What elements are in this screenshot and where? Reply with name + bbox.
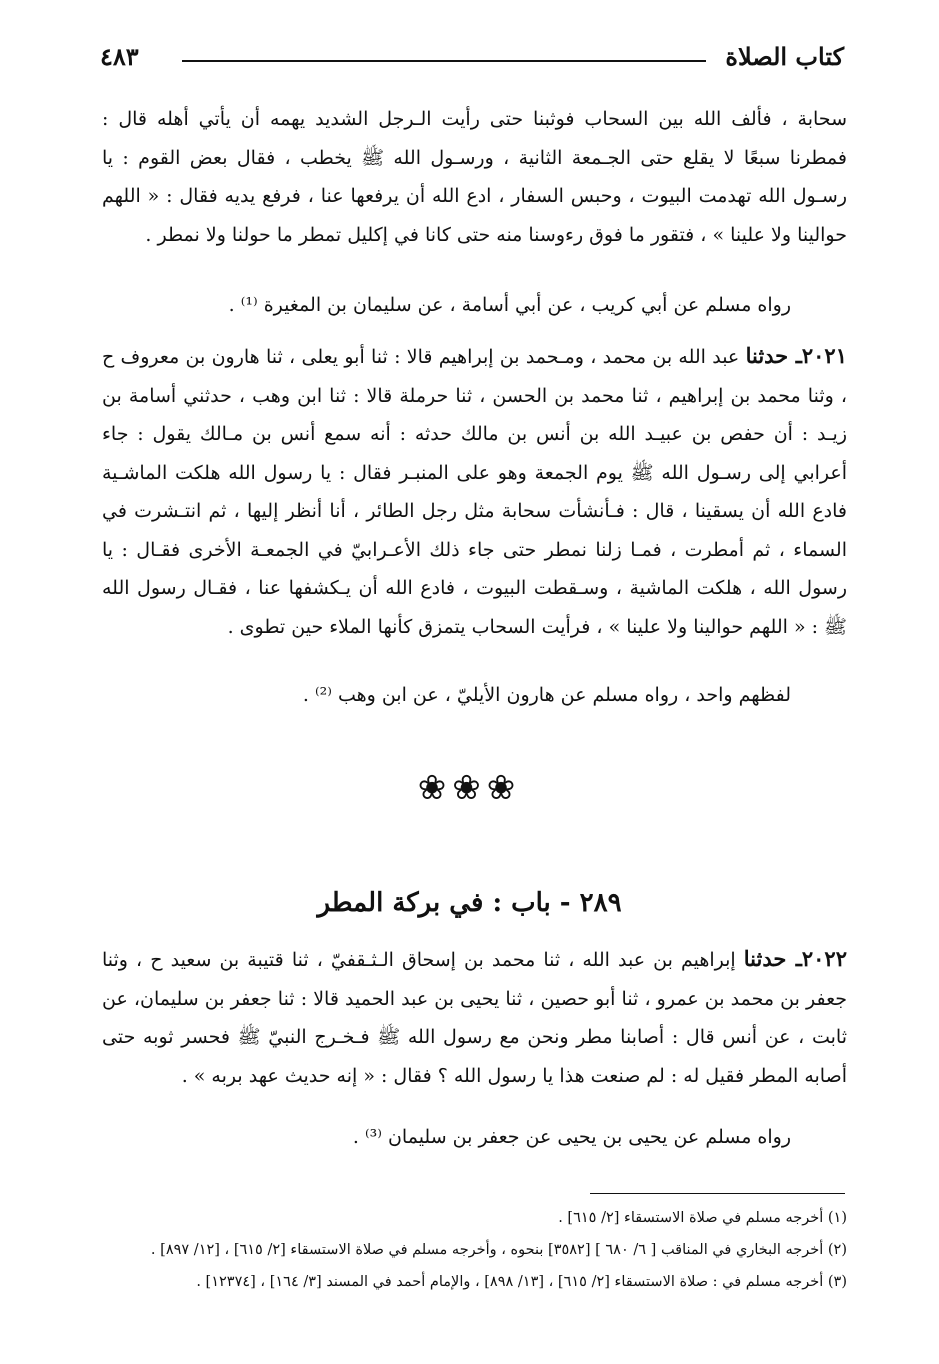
hadith-2022-label: ٢٠٢٢ـ حدثنا xyxy=(743,946,847,971)
running-head xyxy=(100,38,844,78)
chapter-heading: ٢٨٩ - باب : في بركة المطر xyxy=(317,888,622,918)
footnote-1: (١) أخرجه مسلم في صلاة الاستسقاء [٢/ ٦١٥] . xyxy=(558,1210,847,1226)
page-number: ٤٨٣ xyxy=(100,42,139,71)
hadith-2021-label: ٢٠٢١ـ حدثنا xyxy=(745,343,847,368)
book-title: كتاب الصلاة xyxy=(725,42,844,71)
section-separator: ❀❀❀ xyxy=(417,768,522,808)
hadith-2022 xyxy=(102,940,847,1095)
footnote-rule xyxy=(590,1193,845,1194)
footnote-3: (٣) أخرجه مسلم في : صلاة الاستسقاء [٢/ ٦١٥] ، [١٣/ ٨٩٨] ، والإمام أحمد في المسند [٣/ ١٦٤] ، [١٢٣٧٤] . xyxy=(196,1274,847,1290)
hadith-2022-citation: رواه مسلم عن يحيى بن يحيى عن جعفر بن سليمان ⁽³⁾ . xyxy=(352,1126,791,1148)
hadith-2022-text: إبراهيم بن عبد الله ، ثنا محمد بن إسحاق الـثـقفيّ ، ثنا قتيبة بن سعيد ح ، وثنا جعفر بن محمد بن عمرو ، ثنا أبو حصين ، ثنا يحيى بن عبد الحميد قالا : ثنا جعفر بن سليمان، عن ثابت ، عن أنس قال : أصابنا مطر ونحن مع رسول الله ﷺ فـخـرج النبيّ ﷺ فحسر ثوبه حتى أصابه المطر فقيل له : لم صنعت هذا يا رسول الله ؟ فقال : « إنه حديث عهد بربه » . xyxy=(102,949,847,1087)
header-rule xyxy=(182,60,706,62)
hadith-2021-text: عبد الله بن محمد ، ومـحمد بن إبراهيم قالا : ثنا أبو يعلى ، ثنا هارون بن معروف ح ، وثنا محمد بن إبراهيم ، ثنا محمد بن الحسن ، ثنا حرملة قالا : ثنا ابن وهب ، حدثني أسامة بن زيـد : أن حفص بن عبيـد الله بن أنس بن مالك حدثه : أنه سمع أنس بن مـالك يقول : جاء أعرابي إلى رسـول الله ﷺ يوم الجمعة وهو على المنبـر فقال : يا رسول الله هلكت الماشـية فادع الله أن يسقينا ، قال : فـأنشأت سحابة مثل رجل الطائر ، أنا أنظر إليها ، ثم انتـشرت في السماء ، ثم أمطرت ، فمـا زلنا نمطر حتى جاء ذلك الأعـرابيّ في الجمعـة الأخرى فقـال : يا رسول الله ، هلكت الماشية ، وسـقطت البيوت ، فادع الله أن يـكشفها عنا ، فقـال رسول الله ﷺ : « اللهم حوالينا ولا علينا » ، فرأيت السحاب يتمزق كأنها الملاء حين تطوى . xyxy=(102,346,847,638)
top-citation: رواه مسلم عن أبي كريب ، عن أبي أسامة ، عن سليمان بن المغيرة ⁽¹⁾ . xyxy=(228,294,791,316)
hadith-2021 xyxy=(102,337,847,646)
footnote-2: (٢) أخرجه البخاري في المناقب [ ٦/ ٦٨٠ ] [٣٥٨٢] بنحوه ، وأخرجه مسلم في صلاة الاستسقاء [٢/ ٦١٥] ، [١٢/ ٨٩٧] . xyxy=(150,1242,847,1258)
top-passage: سحابة ، فألف الله بين السحاب فوثبنا حتى رأيت الـرجل الشديد يهمه أن يأتي أهله قال : فمطرنا سبعًا لا يقلع حتى الجـمعة الثانية ، ورسـول الله ﷺ يخطب ، فقال بعض القوم : يا رسـول الله تهدمت البيوت ، وحبس السفار ، ادع الله أن يرفعها عنا ، فرفع يديه فقال : « اللهم حوالينا ولا علينا » ، فتقور ما فوق رءوسنا منه حتى كانا في إكليل تمطر ما حولنا ولا نمطر . xyxy=(102,108,848,246)
hadith-2021-citation: لفظهم واحد ، رواه مسلم عن هارون الأيليّ ، عن ابن وهب ⁽²⁾ . xyxy=(302,684,791,706)
